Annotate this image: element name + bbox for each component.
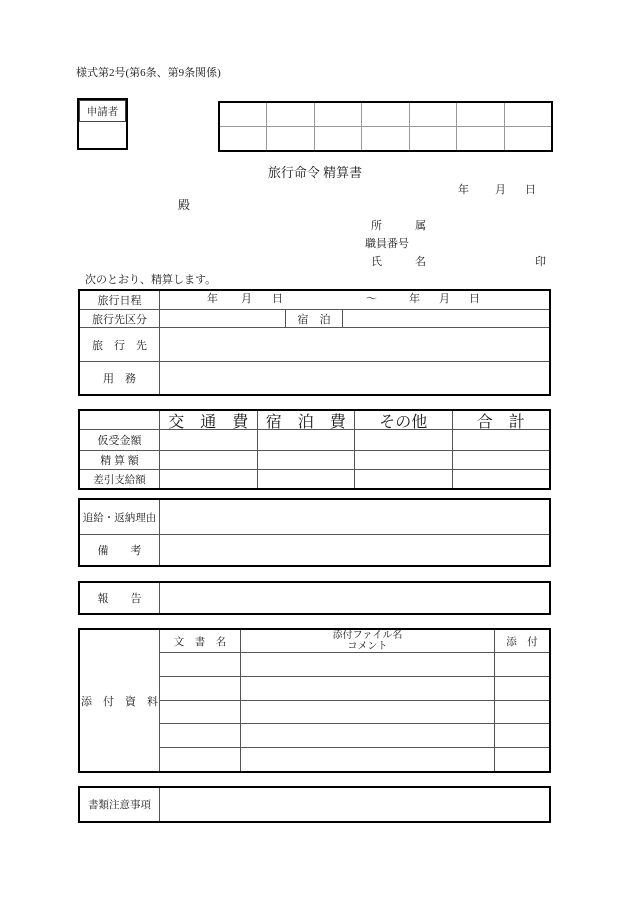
column-header-transport: 交 通 費 (160, 411, 258, 429)
grid-cell (220, 103, 267, 126)
attachment-header-row (160, 630, 549, 653)
itinerary-label: 旅行日程 (80, 291, 160, 309)
file-name-cell (241, 724, 495, 747)
attach-header: 添 付 (506, 636, 538, 648)
destination-row (80, 328, 549, 362)
remarks-field (160, 535, 549, 565)
attachment-row (160, 748, 549, 771)
attachment-row (160, 653, 549, 677)
destination-type-label: 旅行先区分 (80, 310, 160, 327)
purpose-field (160, 362, 549, 394)
attach-cell (495, 653, 549, 676)
employee-number-label: 職員番号 (365, 238, 409, 250)
settlement-amount-row (80, 451, 549, 470)
provisional-amount-label: 仮受金額 (80, 430, 160, 450)
reason-table (78, 498, 551, 567)
document-title: 旅行命令 精算書 (267, 165, 363, 180)
amount-corner-cell (80, 411, 160, 429)
report-table (78, 581, 551, 615)
file-name-header-line1: 添付ファイル名 (332, 630, 403, 641)
destination-label: 旅 行 先 (80, 328, 160, 361)
doc-name-cell (160, 724, 241, 747)
itinerary-day1: 日 (272, 293, 283, 305)
notes-label: 書類注意事項 (80, 788, 160, 821)
remarks-row (80, 535, 549, 565)
amount-cell (355, 470, 453, 488)
header-date-month: 月 (495, 184, 506, 196)
amount-cell (258, 470, 356, 488)
doc-name-cell (160, 701, 241, 724)
purpose-label: 用 務 (80, 362, 160, 394)
grid-cell (410, 103, 457, 126)
grid-cell (410, 127, 457, 150)
itinerary-dates (160, 291, 549, 309)
trip-table (78, 289, 551, 396)
attach-cell (495, 748, 549, 771)
amount-table (78, 409, 551, 490)
grid-cell (220, 127, 267, 150)
doc-name-cell (160, 677, 241, 700)
file-name-cell (241, 748, 495, 771)
attachment-table (78, 628, 551, 773)
file-name-header (241, 630, 495, 652)
doc-name-cell (160, 748, 241, 771)
header-number-grid (218, 101, 553, 152)
grid-cell (505, 127, 551, 150)
grid-row (220, 103, 551, 127)
grid-cell (457, 103, 504, 126)
amount-cell (355, 430, 453, 450)
balance-amount-label: 差引支給額 (80, 470, 160, 488)
header-date-day: 日 (525, 184, 536, 196)
affiliation-label: 所 属 (371, 220, 426, 232)
amount-cell (453, 470, 550, 488)
applicant-stamp-area (79, 122, 126, 148)
lodging-field (343, 310, 549, 327)
destination-field (160, 328, 549, 361)
amount-cell (160, 430, 258, 450)
report-field (160, 583, 549, 613)
amount-cell (453, 430, 550, 450)
column-header-lodging: 宿 泊 費 (258, 411, 356, 429)
intro-text: 次のとおり、精算します。 (85, 274, 217, 286)
header-date-year: 年 (458, 184, 469, 196)
itinerary-month2: 月 (439, 293, 450, 305)
notes-row (80, 788, 549, 821)
grid-cell (362, 103, 409, 126)
amount-cell (355, 451, 453, 469)
amount-cell (453, 451, 550, 469)
amount-header-row (80, 411, 549, 430)
grid-cell (457, 127, 504, 150)
reason-row (80, 500, 549, 535)
purpose-row (80, 362, 549, 394)
attachment-row (160, 701, 549, 725)
itinerary-row (80, 291, 549, 310)
seal-label: 印 (535, 256, 546, 268)
grid-cell (315, 127, 362, 150)
doc-name-header: 文 書 名 (160, 630, 241, 652)
reason-field (160, 500, 549, 534)
grid-row (220, 127, 551, 150)
attach-cell (495, 724, 549, 747)
attach-cell (495, 677, 549, 700)
destination-type-field (160, 310, 286, 327)
column-header-other: その他 (355, 411, 453, 429)
report-row (80, 583, 549, 613)
amount-cell (160, 470, 258, 488)
amount-cell (160, 451, 258, 469)
column-header-total: 合 計 (476, 413, 525, 431)
file-name-cell (241, 677, 495, 700)
reason-label: 追給・返納理由 (80, 500, 160, 534)
report-label: 報 告 (80, 583, 160, 613)
amount-cell (258, 451, 356, 469)
balance-amount-row (80, 470, 549, 488)
notes-field (160, 788, 549, 821)
doc-name-cell (160, 653, 241, 676)
file-name-header-line2: コメント (347, 641, 388, 652)
form-number: 様式第2号(第6条、第9条関係) (76, 67, 221, 79)
provisional-amount-row (80, 430, 549, 451)
destination-type-row (80, 310, 549, 328)
itinerary-day2: 日 (469, 293, 480, 305)
attachment-section-label: 添 付 資 料 (80, 630, 160, 771)
lodging-label: 宿 泊 (286, 310, 343, 327)
attach-cell (495, 701, 549, 724)
attachment-list (160, 630, 549, 771)
applicant-box (77, 98, 128, 150)
file-name-cell (241, 653, 495, 676)
name-label: 氏 名 (371, 256, 426, 268)
itinerary-tilde: ～ (366, 293, 377, 305)
remarks-label: 備 考 (80, 535, 160, 565)
itinerary-year1: 年 (207, 293, 218, 305)
itinerary-month1: 月 (241, 293, 252, 305)
attachment-row (160, 724, 549, 748)
grid-cell (267, 127, 314, 150)
notes-table (78, 786, 551, 823)
itinerary-year2: 年 (409, 293, 420, 305)
grid-cell (267, 103, 314, 126)
amount-cell (258, 430, 356, 450)
grid-cell (505, 103, 551, 126)
addressee-dono: 殿 (178, 198, 191, 212)
settlement-amount-label: 精 算 額 (80, 451, 160, 469)
grid-cell (315, 103, 362, 126)
applicant-label: 申請者 (79, 100, 126, 122)
attachment-row (160, 677, 549, 701)
grid-cell (362, 127, 409, 150)
file-name-cell (241, 701, 495, 724)
